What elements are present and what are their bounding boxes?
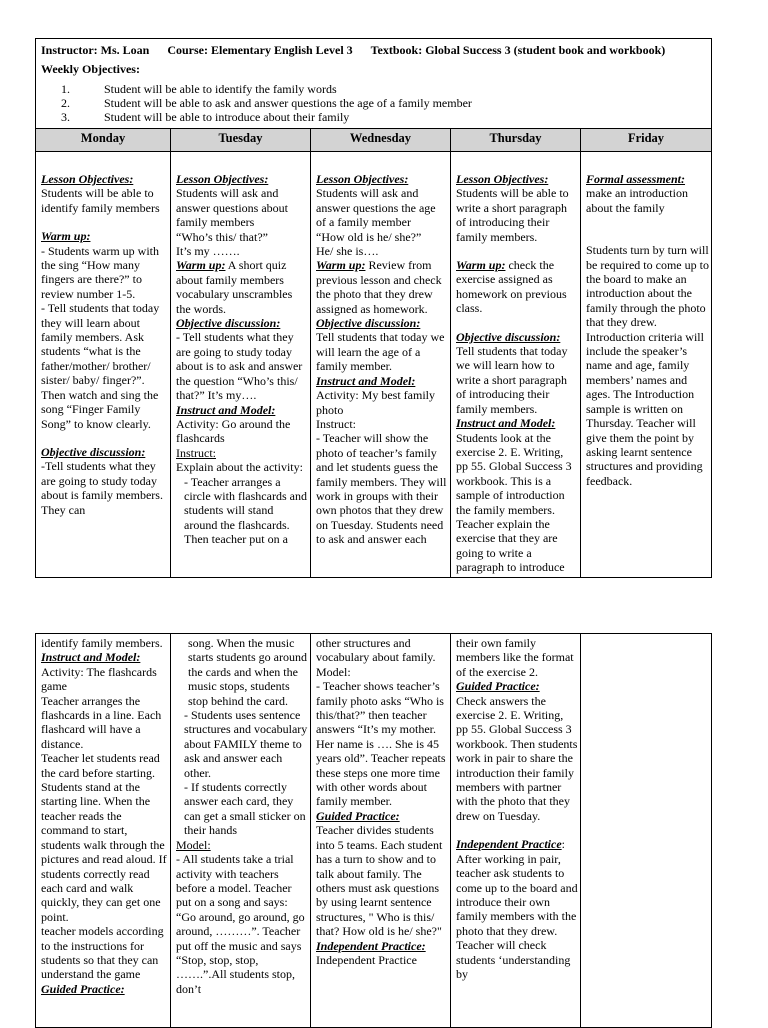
section-heading: Lesson Objectives: — [41, 172, 134, 186]
section-text: A short quiz about family members vocabulary unscrambles the words. — [176, 258, 293, 316]
section-text: - Students warm up with the sing “How many fingers are there?” to review number 1-5. - Tell students that today they will learn about family members. Ask students “what is the father/mother/ brother/ sister/ baby/ finger?”. Then watch and sing the song “Finger Family Song” to know clearly. — [41, 243, 160, 431]
section-text: - If students correctly answer each card, they can get a small sticker on their hands — [184, 780, 306, 838]
day-header-monday: Monday — [36, 129, 171, 152]
day-header-tuesday: Tuesday — [171, 129, 311, 152]
section-text: - Teacher arranges a circle with flashcards and students will stand around the flashcards. Then teacher put on a — [184, 474, 307, 547]
section-text: their own family members like the format of the exercise 2. — [456, 636, 574, 679]
section-heading: Guided Practice: — [316, 808, 400, 823]
section-text: Tell students that today we will learn how to write a short paragraph of introducing their family members. — [456, 344, 568, 416]
day-header-wednesday: Wednesday — [311, 129, 451, 152]
section-text: -Tell students what they are going to study today about is family members. They can — [41, 459, 163, 517]
section-heading: Warm up: — [456, 258, 506, 273]
tuesday-cell — [171, 152, 311, 578]
section-text: identify family members. — [41, 636, 163, 650]
section-text: song. When the music starts students go around the cards and when the music stops, students stop behind the card. — [188, 636, 307, 708]
friday-cell-continued — [581, 634, 712, 1028]
section-heading: Guided Practice: — [456, 679, 540, 694]
section-text: - Tell students what they are going to study today about is to ask and answer the question “Who’s this/ that?” It’s my…. — [176, 330, 303, 403]
independent-practice: Independent Practice: — [456, 837, 565, 852]
section-text: Students will ask and answer questions about family members “Who’s this/ that?” It’s my ……. — [176, 186, 288, 259]
section-text: Activity: Go around the flashcards — [176, 416, 291, 446]
section-text: - Students uses sentence structures and vocabulary about FAMILY theme to ask and answer each other. — [184, 708, 308, 780]
section-heading: Objective discussion: — [316, 316, 421, 331]
section-text: Students will ask and answer questions the age of a family member “How old is he/ she?” He/ she is…. — [316, 186, 436, 259]
section-heading: Objective discussion: — [456, 329, 561, 344]
weekly-objectives-list — [41, 82, 709, 124]
wednesday-cell-continued — [311, 634, 451, 1028]
section-text: other structures and vocabulary about family. Model: - Teacher shows teacher’s family photo asks “Who is this/that?” then teacher answers “It’s my mother. Her name is …. She is 45 years old”. Teacher repeats these steps one more time with other words about family member. — [316, 636, 446, 809]
section-text: Explain about the activity: — [176, 460, 303, 475]
section-heading: Lesson Objectives: — [176, 172, 269, 186]
objective-item: 3. Student will be able to introduce about their family — [61, 109, 350, 124]
course: Course: Elementary English Level 3 — [167, 43, 353, 57]
thursday-cell — [451, 152, 581, 578]
warm-up — [316, 258, 448, 316]
wednesday-cell — [311, 152, 451, 578]
day-header-friday: Friday — [581, 129, 712, 152]
instruct-label: Instruct: — [176, 445, 216, 460]
section-text: Activity: The flashcards game Teacher arranges the flashcards in a line. Each flashcard will have a distance. Teacher let students read the card before starting. Students stand at the starting line. When the teacher reads the command to start, students walk through the pictures and read aloud. If students correctly read each card and walk quickly, they can get one point. teacher models according to the instructions for students so that they can understand the game — [41, 664, 167, 982]
header-line — [41, 39, 709, 57]
model-label: Model: — [176, 837, 211, 852]
section-text: check the exercise assigned as homework on previous class. — [456, 258, 567, 316]
section-heading: Lesson Objectives: — [456, 172, 549, 186]
section-heading: Lesson Objectives: — [316, 172, 409, 186]
header-cell — [36, 39, 712, 129]
section-text: Students look at the exercise 2. E. Writing, pp 55. Global Success 3 workbook. This is a sample of introduction the family members. Teacher explain the exercise that they are going to write a paragraph to introduce — [456, 430, 572, 575]
textbook: Textbook: Global Success 3 (student book and workbook) — [370, 43, 666, 57]
warm-up — [456, 258, 578, 316]
thursday-cell-continued — [451, 634, 581, 1028]
section-heading: Guided Practice: — [41, 981, 125, 996]
section-heading: Objective discussion: — [176, 316, 281, 331]
section-text: Students will be able to write a short paragraph of introducing their family members. — [456, 186, 569, 244]
monday-cell-continued — [36, 634, 171, 1028]
objective-item: 2. Student will be able to ask and answer questions the age of a family member — [61, 95, 472, 110]
lesson-plan-table-page-2 — [35, 633, 712, 1028]
section-text: Review from previous lesson and check the photo that they drew assigned as homework. — [316, 258, 442, 316]
section-text: Independent Practice — [316, 952, 417, 967]
section-text: Teacher divides students into 5 teams. Each student has a turn to show and to talk about family. The others must ask questions by using learnt sentence structures, " Who is this/ that? How old is he/ she?" — [316, 823, 443, 939]
section-heading: Instruct and Model: — [316, 373, 416, 388]
warm-up — [176, 258, 308, 316]
section-heading: Independent Practice: — [316, 938, 426, 953]
section-text: Activity: My best family photo Instruct: - Teacher will show the photo of teacher’s family and let students guess the family members. They will work in groups with their own photos that they drew on Tuesday. Students need to ask and answer each — [316, 388, 447, 547]
lesson-plan-table-page-1 — [35, 38, 712, 578]
section-heading: Formal assessment: — [586, 172, 686, 186]
section-heading: Instruct and Model: — [41, 650, 141, 665]
section-heading: Objective discussion: — [41, 444, 146, 459]
section-heading: Warm up: — [176, 258, 226, 273]
section-text: Check answers the exercise 2. E. Writing, pp 55. Global Success 3 workbook. Then students work in pair to share the introduction their family members with partner with the photo that they drew on Tuesday. — [456, 693, 578, 823]
monday-cell — [36, 152, 171, 578]
objective-item: 1. Student will be able to identify the family words — [61, 81, 337, 96]
tuesday-cell-continued — [171, 634, 311, 1028]
section-heading: Instruct and Model: — [176, 402, 276, 417]
section-text: Students turn by turn will be required to come up to the board to make an introduction about the family through the photo that they drew. Introduction criteria will include the speaker’s name and age, family members’ names and ages. The Introduction sample is written on Thursday. Teacher will give them the point by asking learnt sentence structures and providing feedback. — [586, 243, 709, 488]
section-heading: Instruct and Model: — [456, 416, 556, 431]
section-heading: Warm up: — [316, 258, 366, 273]
weekly-objectives-label: Weekly Objectives: — [41, 62, 140, 77]
section-heading: Independent Practice — [456, 837, 562, 852]
day-header-thursday: Thursday — [451, 129, 581, 152]
section-text: Students will be able to identify family members — [41, 186, 160, 215]
section-text: Tell students that today we will learn the age of a family member. — [316, 330, 445, 374]
section-heading: Warm up: — [41, 229, 91, 244]
friday-cell — [581, 152, 712, 578]
section-text: make an introduction about the family — [586, 186, 688, 215]
section-text: - All students take a trial activity with teachers before a model. Teacher put on a song and says: “Go around, go around, go around, ………”. Teacher put off the music and says “Stop, stop, stop, …….”.All students stop, don’t — [176, 852, 305, 996]
instructor: Instructor: Ms. Loan — [41, 43, 150, 57]
section-text: After working in pair, teacher ask students to come up to the board and introduce their own family members with the photo that they drew. Teacher will check students ‘understanding by — [456, 851, 578, 981]
